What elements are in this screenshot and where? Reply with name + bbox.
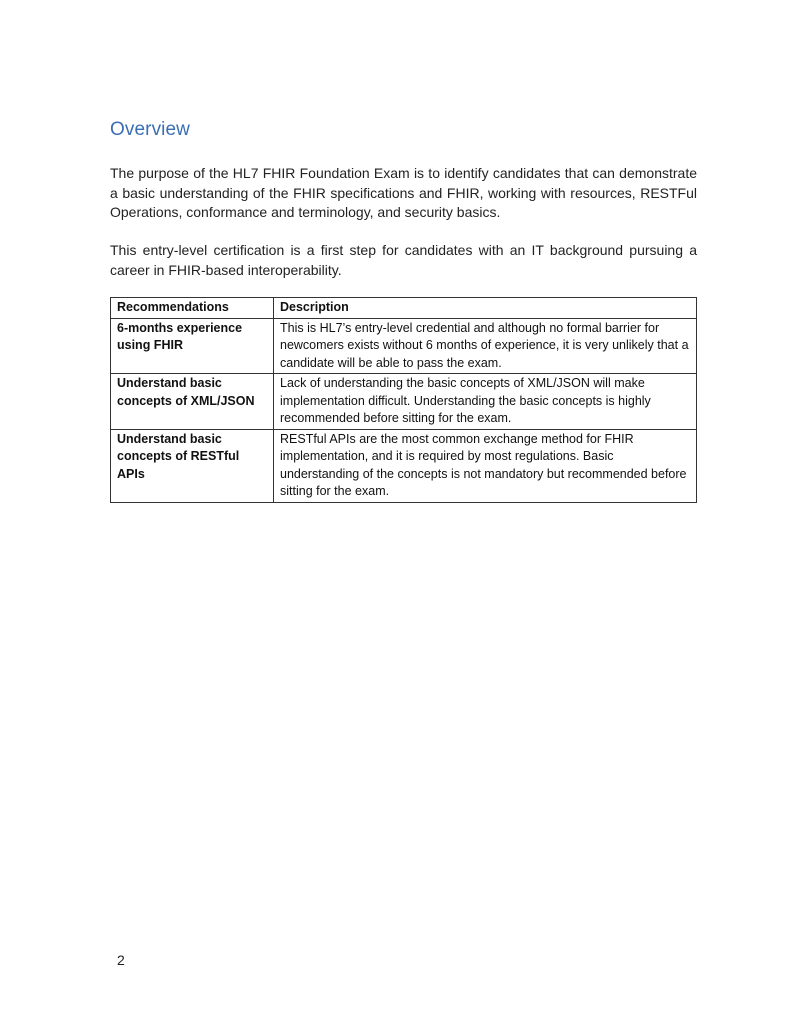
- intro-paragraph: The purpose of the HL7 FHIR Foundation Exam is to identify candidates that can demonstrate a basic understanding of the FHIR specifications and FHIR, working with resources, RESTFul Operations, conformance and terminology, and security basics.: [110, 165, 697, 220]
- column-header-description: Description: [274, 298, 697, 319]
- description-cell: Lack of understanding the basic concepts of XML/JSON will make implementation difficult. Understanding the basic concepts is highly recommended before sitting for the exam.: [274, 374, 697, 430]
- table-row: [111, 429, 697, 502]
- page-number: 2: [117, 952, 125, 968]
- column-header-recommendations: Recommendations: [111, 298, 274, 319]
- table-row: [111, 318, 697, 374]
- recommendation-cell: Understand basic concepts of XML/JSON: [111, 374, 274, 430]
- section-heading: Overview: [110, 119, 190, 140]
- description-cell: This is HL7’s entry-level credential and although no formal barrier for newcomers exists without 6 months of experience, it is very unlikely that a candidate will be able to pass the exam.: [274, 318, 697, 374]
- recommendation-cell: Understand basic concepts of RESTful APIs: [111, 429, 274, 502]
- certification-paragraph: This entry-level certification is a first step for candidates with an IT background pursuing a career in FHIR-based interoperability.: [110, 242, 697, 278]
- description-cell: RESTful APIs are the most common exchange method for FHIR implementation, and it is required by most regulations. Basic understanding of the concepts is not mandatory but recommended before sitting for the exam.: [274, 429, 697, 502]
- recommendation-cell: 6-months experience using FHIR: [111, 318, 274, 374]
- table-row: [111, 374, 697, 430]
- recommendations-table: [110, 297, 697, 503]
- table-header-row: [111, 298, 697, 319]
